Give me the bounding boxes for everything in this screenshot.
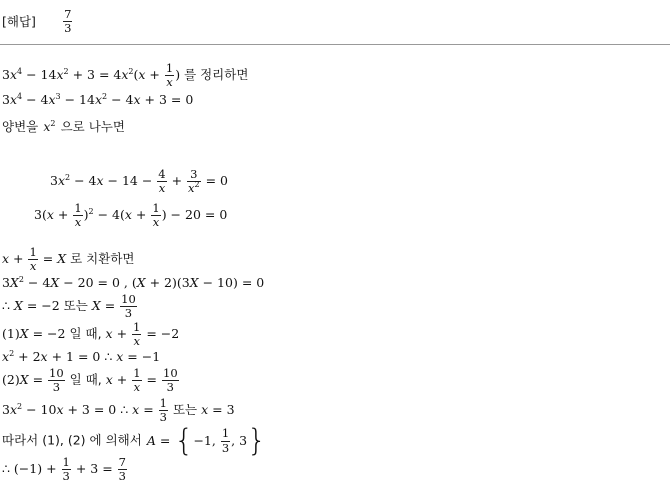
solution-line-9: (1)X = −2 일 때, x + $\frac{1}{x}$ = −2: [2, 320, 180, 349]
answer-fraction: $\frac{7}{3}$: [64, 7, 72, 36]
solution-line-6: x + $\frac{1}{x}$ = X 로 치환하면: [2, 245, 135, 274]
answer-header: [2, 8, 73, 35]
solution-line-14: ∴ (−1) + $\frac{1}{3}$ + 3 = $\frac{7}{3}$: [2, 455, 126, 484]
solution-line-3: 양변을 $x^2$ 으로 나누면: [2, 119, 125, 134]
solution-line-7: $3X^2 - 4X - 20 = 0$ , (X + 2)(3X − 10) = 0: [2, 275, 265, 290]
solution-line-8: ∴ X = −2 또는 X = $\frac{10}{3}$: [2, 292, 136, 321]
solution-line-12: $3x^2 - 10x + 3 = 0$ ∴ x = $\frac{1}{3}$ 또는 x = 3: [2, 396, 235, 425]
solution-line-4: $3x^2 - 4x - 14$ − $\frac{4}{x}$ + $\frac{3}{x^2}$ = 0: [50, 167, 229, 196]
solution-line-10: $x^2 + 2x + 1 = 0$ ∴ x = −1: [2, 349, 161, 364]
solution-line-13: 따라서 (1), (2) 에 의해서 A = {−1, $\frac{1}{3}$ , 3}: [2, 423, 267, 458]
solution-line-11: (2)X = $\frac{10}{3}$ 일 때, x + $\frac{1}{x}$ = $\frac{10}{3}$: [2, 366, 178, 395]
divider: [0, 44, 670, 45]
solution-line-5: 3(x + $\frac{1}{x}$ )$^2$ − 4(x + $\frac{1}{x}$ ) − 20 = 0: [34, 201, 228, 230]
solution-line-1: $3x^4 - 14x^2 + 3 = 4x^2(x$ + $\frac{1}{x}$ ) 를 정리하면: [2, 61, 249, 90]
rearrange-text: 를 정리하면: [184, 67, 249, 83]
answer-label: [해답]: [2, 14, 36, 30]
solution-line-2: $3x^4 - 4x^3 - 14x^2 - 4x + 3 = 0$: [2, 92, 194, 107]
